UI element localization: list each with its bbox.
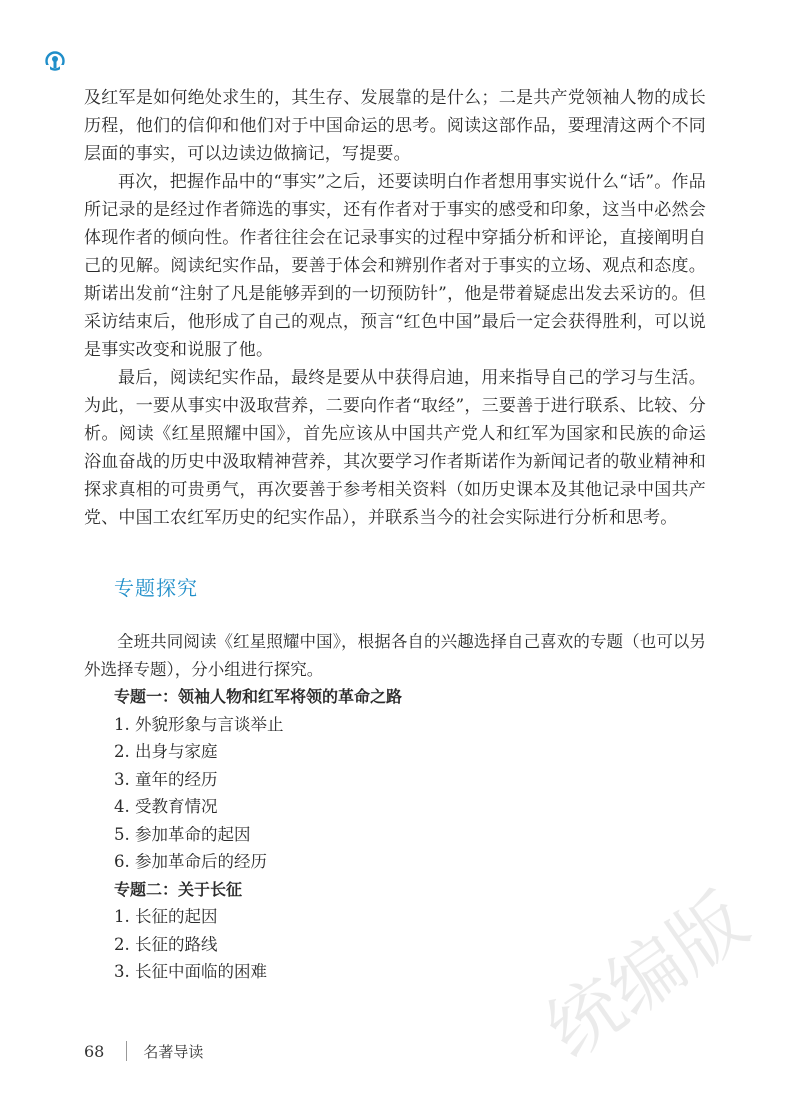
list-item: 5. 参加革命的起因 (114, 824, 251, 844)
watermark (520, 850, 780, 1090)
paragraph-third: 最后，阅读纪实作品，最终是要从中获得启迪，用来指导自己的学习与生活。为此，一要从事实中汲取营养，二要向作者“取经”，三要善于进行联系、比较、分析。阅读《红星照耀中国》，首先应该从中国共产党人和红军为国家和民族的命运浴血奋战的历史中汲取精神营养，其次要学习作者斯诺作为新闻记者的敬业精神和探求真相的可贵勇气，再次要善于参考相关资料（如历史课本及其他记录中国共产党、中国工农红军历史的纪实作品），并联系当今的社会实际进行分析和思考。 (84, 368, 706, 528)
page-footer (84, 1040, 203, 1062)
watermark-text: 统编版 (531, 877, 763, 1075)
section-title: 专题探究 (114, 576, 198, 600)
topic-heading-two: 专题二：关于长征 (114, 879, 243, 899)
list-item: 1. 外貌形象与言谈举止 (114, 714, 284, 734)
list-item: 4. 受教育情况 (114, 797, 218, 816)
footer-divider (126, 1041, 127, 1061)
topic-heading-one: 专题一：领袖人物和红军将领的革命之路 (114, 687, 403, 706)
list-item: 6. 参加革命后的经历 (114, 852, 267, 871)
paragraph-continued: 及红军是如何绝处求生的，其生存、发展靠的是什么；二是共产党领袖人物的成长历程，他们的信仰和他们对于中国命运的思考。阅读这部作品，要理清这两个不同层面的事实，可以边读边做摘记，写提要。 (84, 88, 706, 164)
reading-badge-icon (44, 50, 66, 72)
exploration-intro: 全班共同阅读《红星照耀中国》，根据各自的兴趣选择自己喜欢的专题（也可以另外选择专题），分小组进行探究。 (84, 632, 706, 679)
paragraph-second: 再次，把握作品中的“事实”之后，还要读明白作者想用事实说什么“话”。作品所记录的是经过作者筛选的事实，还有作者对于事实的感受和印象，这当中必然会体现作者的倾向性。作者往往会在记录事实的过程中穿插分析和评论，直接阐明自己的见解。阅读纪实作品，要善于体会和辨别作者对于事实的立场、观点和态度。斯诺出发前“注射了凡是能够弄到的一切预防针”，他是带着疑虑出发去采访的。但采访结束后，他形成了自己的观点，预言“红色中国”最后一定会获得胜利，可以说是事实改变和说服了他。 (84, 172, 706, 360)
list-item: 2. 长征的路线 (114, 934, 218, 954)
body-text (84, 84, 706, 532)
list-item: 3. 童年的经历 (114, 769, 218, 789)
list-item: 1. 长征的起因 (114, 907, 218, 926)
page-number: 68 (84, 1041, 105, 1061)
list-item: 3. 长征中面临的困难 (114, 962, 267, 981)
list-item: 2. 出身与家庭 (114, 742, 218, 761)
book-section-label: 名著导读 (143, 1042, 204, 1061)
